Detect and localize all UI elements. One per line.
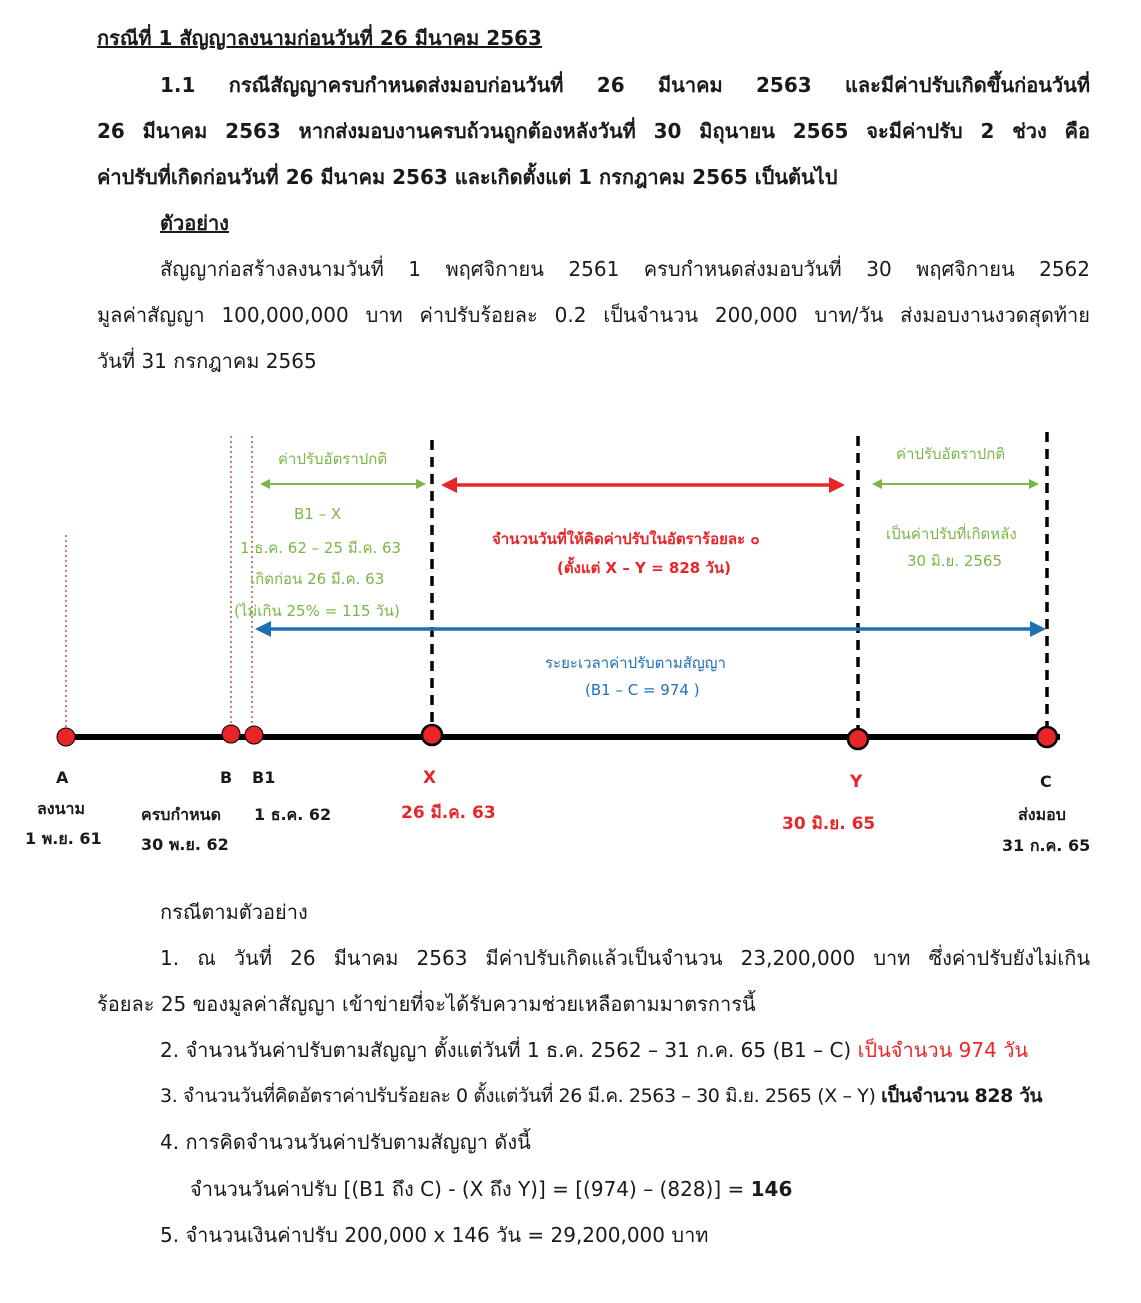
case-item-2	[160, 1027, 1028, 1073]
case-item-4: 4. การคิดจำนวนวันค่าปรับตามสัญญา ดังนี้	[160, 1130, 531, 1154]
case-item-3	[160, 1073, 1042, 1119]
point-b	[222, 725, 240, 743]
point-b-desc: ครบกำหนด	[141, 805, 221, 824]
case-item-4-formula: จำนวนวันค่าปรับ [(B1 ถึง C) - (X ถึง Y)] = [(974) – (828)] =	[190, 1177, 751, 1201]
cases-title: กรณีตามตัวอย่าง	[160, 900, 308, 924]
point-x	[422, 725, 442, 745]
section-line-3: ค่าปรับที่เกิดก่อนวันที่ 26 มีนาคม 2563 และเกิดตั้งแต่ 1 กรกฎาคม 2565 เป็นต้นไป	[97, 165, 838, 189]
point-c-date: 31 ก.ค. 65	[1002, 836, 1091, 855]
section-line-1: 1.1 กรณีสัญญาครบกำหนดส่งมอบก่อนวันที่ 26 มีนาคม 2563 และมีค่าปรับเกิดขึ้นก่อนวันที่	[160, 73, 1090, 97]
point-y-letter: Y	[850, 772, 863, 792]
example-title: ตัวอย่าง	[160, 211, 229, 235]
right-penalty-line-2: 30 มิ.ย. 2565	[907, 552, 1003, 570]
point-b1-date: 1 ธ.ค. 62	[254, 805, 332, 824]
zero-rate-line-2: (ตั้งแต่ X – Y = 828 วัน)	[557, 559, 732, 577]
point-b1	[245, 726, 263, 744]
point-x-letter: X	[423, 768, 437, 788]
point-y	[848, 729, 868, 749]
contract-period-line-1: ระยะเวลาค่าปรับตามสัญญา	[545, 654, 726, 672]
point-b-letter: B	[220, 768, 233, 787]
point-a-letter: A	[56, 768, 69, 787]
case-item-4-formula-row	[190, 1166, 792, 1212]
case-item-2-text: 2. จำนวนวันค่าปรับตามสัญญา ตั้งแต่วันที่ 1 ธ.ค. 2562 – 31 ก.ค. 65 (B1 – C)	[160, 1038, 858, 1062]
point-b1-letter: B1	[252, 768, 276, 787]
point-x-date: 26 มี.ค. 63	[401, 803, 496, 823]
example-line-2: มูลค่าสัญญา 100,000,000 บาท ค่าปรับร้อยละ 0.2 เป็นจำนวน 200,000 บาท/วัน ส่งมอบงานงวดสุดท้าย	[97, 303, 1090, 327]
left-penalty-line-3: เกิดก่อน 26 มี.ค. 63	[250, 570, 385, 588]
left-penalty-line-2: 1 ธ.ค. 62 – 25 มี.ค. 63	[240, 539, 402, 557]
case-heading: กรณีที่ 1 สัญญาลงนามก่อนวันที่ 26 มีนาคม 2563	[97, 26, 542, 50]
case-item-5: 5. จำนวนเงินค่าปรับ 200,000 x 146 วัน = 29,200,000 บาท	[160, 1223, 709, 1247]
case-item-1-line-1: 1. ณ วันที่ 26 มีนาคม 2563 มีค่าปรับเกิดแล้วเป็นจำนวน 23,200,000 บาท ซึ่งค่าปรับยังไม่เกิน	[160, 946, 1090, 970]
case-item-3-text: 3. จำนวนวันที่คิดอัตราค่าปรับร้อยละ 0 ตั้งแต่วันที่ 26 มี.ค. 2563 – 30 มิ.ย. 2565 (X – Y)	[160, 1085, 882, 1107]
case-item-4-result: 146	[750, 1177, 793, 1201]
case-item-1-line-2: ร้อยละ 25 ของมูลค่าสัญญา เข้าข่ายที่จะได้รับความช่วยเหลือตามมาตรการนี้	[97, 992, 756, 1016]
point-c-letter: C	[1040, 772, 1052, 791]
point-y-date: 30 มิ.ย. 65	[782, 814, 876, 834]
point-a-desc: ลงนาม	[37, 799, 86, 818]
example-line-3: วันที่ 31 กรกฎาคม 2565	[97, 349, 317, 373]
section-line-2: 26 มีนาคม 2563 หากส่งมอบงานครบถ้วนถูกต้องหลังวันที่ 30 มิถุนายน 2565 จะมีค่าปรับ 2 ช่วง คือ	[97, 119, 1090, 143]
right-penalty-line-1: เป็นค่าปรับที่เกิดหลัง	[886, 525, 1017, 543]
right-penalty-title: ค่าปรับอัตราปกติ	[896, 445, 1006, 463]
point-c-desc: ส่งมอบ	[1018, 805, 1066, 824]
point-b-date: 30 พ.ย. 62	[141, 835, 229, 854]
zero-rate-line-1: จำนวนวันที่ให้คิดค่าปรับในอัตราร้อยละ ๐	[492, 530, 760, 548]
case-item-2-highlight: เป็นจำนวน 974 วัน	[857, 1038, 1029, 1062]
point-a-date: 1 พ.ย. 61	[25, 829, 102, 848]
example-line-1: สัญญาก่อสร้างลงนามวันที่ 1 พฤศจิกายน 2561 ครบกำหนดส่งมอบวันที่ 30 พฤศจิกายน 2562	[160, 257, 1090, 281]
point-a	[57, 728, 75, 746]
left-penalty-line-1: B1 – X	[294, 505, 342, 523]
point-c	[1037, 727, 1057, 747]
contract-period-line-2: (B1 – C = 974 )	[585, 681, 700, 699]
left-penalty-title: ค่าปรับอัตราปกติ	[278, 450, 388, 468]
left-penalty-line-4: (ไม่เกิน 25% = 115 วัน)	[234, 602, 400, 620]
case-item-3-highlight: เป็นจำนวน 828 วัน	[881, 1085, 1043, 1107]
